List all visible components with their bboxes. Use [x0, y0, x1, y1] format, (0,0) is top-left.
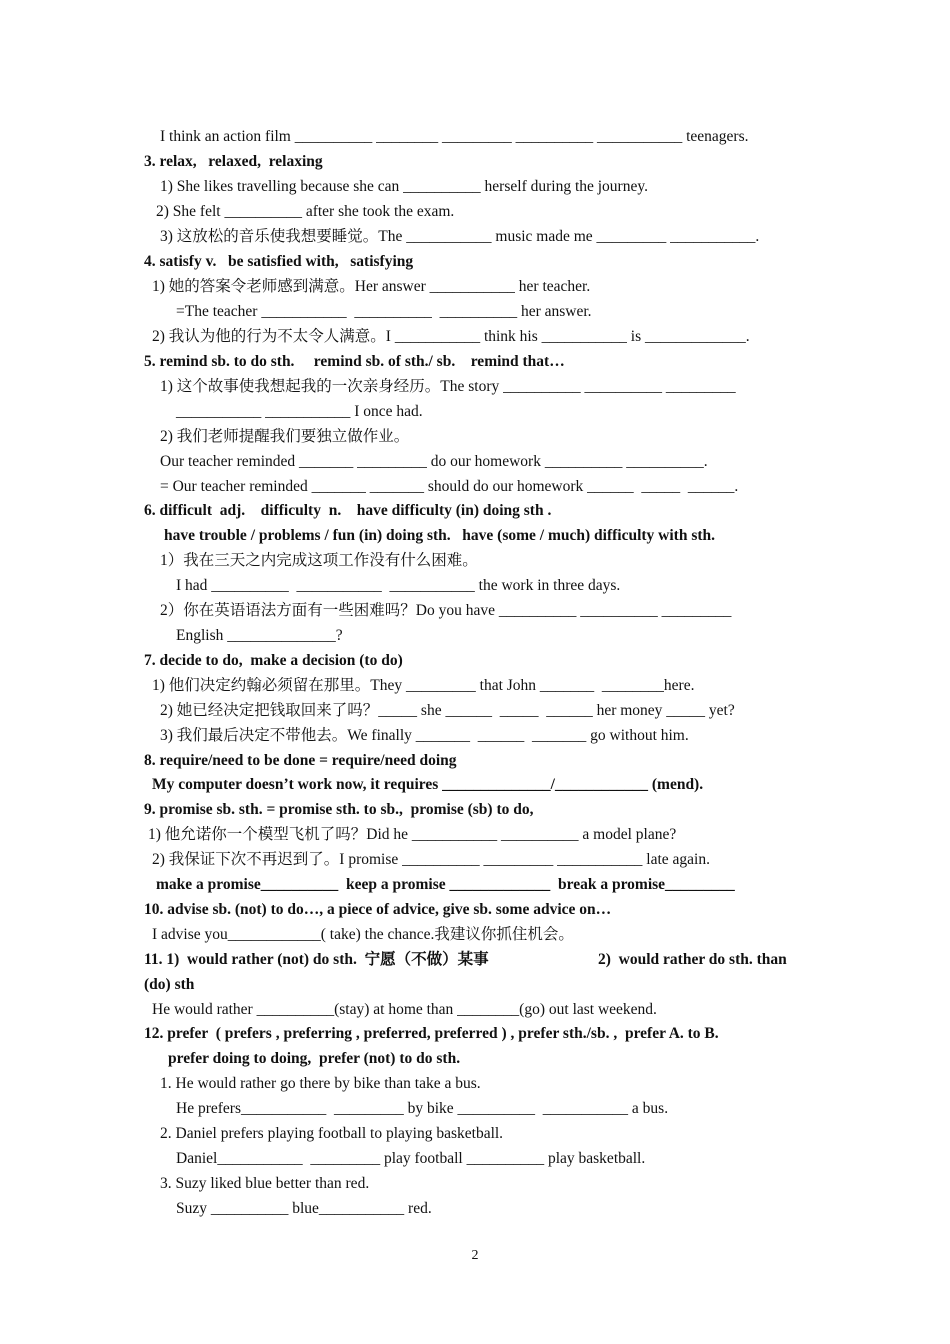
exercise-line: I think an action film __________ ________ _________ __________ ___________ teenagers.: [160, 128, 749, 145]
exercise-line: 1) 她的答案令老师感到满意。Her answer ___________ her teacher.: [152, 278, 591, 295]
section-heading-line: 9. promise sb. sth. = promise sth. to sb., promise (sb) to do,: [144, 801, 534, 818]
exercise-line: = Our teacher reminded _______ _______ should do our homework ______ _____ ______.: [160, 478, 739, 495]
exercise-line: 3) 这放松的音乐使我想要睡觉。The ___________ music made me _________ ___________.: [160, 228, 760, 245]
exercise-line: 2) 我们老师提醒我们要独立做作业。: [160, 428, 410, 445]
section-heading-line: 7. decide to do, make a decision (to do): [144, 652, 403, 669]
exercise-line: I had __________ ___________ ___________ the work in three days.: [176, 577, 621, 594]
exercise-line: 1) She likes travelling because she can __________ herself during the journey.: [160, 178, 648, 195]
section-heading-line: 3. relax, relaxed, relaxing: [144, 153, 323, 170]
exercise-line: ___________ ___________ I once had.: [176, 403, 423, 420]
exercise-line: Our teacher reminded _______ _________ do our homework __________ __________.: [160, 453, 708, 470]
section-heading-line: 4. satisfy v. be satisfied with, satisfying: [144, 253, 414, 270]
section-heading-line: 8. require/need to be done = require/need doing: [144, 752, 457, 769]
section-heading-line: 5. remind sb. to do sth. remind sb. of sth./ sb. remind that…: [144, 353, 565, 370]
exercise-line: He prefers___________ _________ by bike __________ ___________ a bus.: [176, 1100, 669, 1117]
exercise-line: 2. Daniel prefers playing football to playing basketball.: [160, 1125, 504, 1142]
page-number: 2: [471, 1248, 479, 1263]
section-heading-line: have trouble / problems / fun (in) doing sth. have (some / much) difficulty with sth.: [164, 527, 716, 544]
section-heading-line: make a promise__________ keep a promise _____________ break a promise_________: [156, 876, 735, 893]
exercise-line: 2) 她已经决定把钱取回来了吗？_____ she ______ _____ ______ her money _____ yet?: [160, 702, 735, 719]
exercise-line: 2) 我保证下次不再迟到了。I promise __________ _________ ___________ late again.: [152, 851, 710, 868]
exercise-line: 3. Suzy liked blue better than red.: [160, 1175, 370, 1192]
exercise-line: Suzy __________ blue___________ red.: [176, 1200, 432, 1217]
exercise-line: I advise you____________( take) the chance.我建议你抓住机会。: [152, 926, 574, 943]
section-heading-line: (do) sth: [144, 976, 195, 993]
exercise-line: 1）我在三天之内完成这项工作没有什么困难。: [160, 552, 478, 569]
section-heading-line: 12. prefer ( prefers , preferring , preferred, preferred ) , prefer sth./sb. , prefer A. to B.: [144, 1025, 719, 1042]
exercise-line: 1) 他允诺你一个模型飞机了吗？Did he ___________ __________ a model plane?: [148, 826, 677, 843]
section-heading-line: My computer doesn’t work now, it requires ______________/____________ (mend).: [152, 776, 704, 793]
section-heading-line: 10. advise sb. (not) to do…, a piece of advice, give sb. some advice on…: [144, 901, 612, 918]
section-heading-line: 6. difficult adj. difficulty n. have difficulty (in) doing sth .: [144, 502, 552, 519]
exercise-line: 2）你在英语语法方面有一些困难吗？Do you have __________ __________ _________: [160, 602, 732, 619]
exercise-line: Daniel___________ _________ play football __________ play basketball.: [176, 1150, 646, 1167]
section-heading-line: 11. 1) would rather (not) do sth. 宁愿（不做）某事: [144, 951, 489, 968]
exercise-line: 3) 我们最后决定不带他去。We finally _______ ______ _______ go without him.: [160, 727, 689, 744]
exercise-line: =The teacher ___________ __________ __________ her answer.: [176, 303, 592, 320]
section-heading-line: prefer doing to doing, prefer (not) to do sth.: [168, 1050, 461, 1067]
exercise-line: English ______________?: [176, 627, 343, 644]
exercise-line: He would rather __________(stay) at home than ________(go) out last weekend.: [152, 1001, 657, 1018]
exercise-line: 1. He would rather go there by bike than take a bus.: [160, 1075, 481, 1092]
exercise-line: 2) 我认为他的行为不太令人满意。I ___________ think his ___________ is _____________.: [152, 328, 750, 345]
exercise-line: 2) She felt __________ after she took the exam.: [156, 203, 455, 220]
exercise-line: 1) 他们决定约翰必须留在那里。They _________ that John _______ ________here.: [152, 677, 695, 694]
section-heading-line: 2) would rather do sth. than: [598, 951, 787, 968]
exercise-line: 1) 这个故事使我想起我的一次亲身经历。The story __________ __________ _________: [160, 378, 736, 395]
